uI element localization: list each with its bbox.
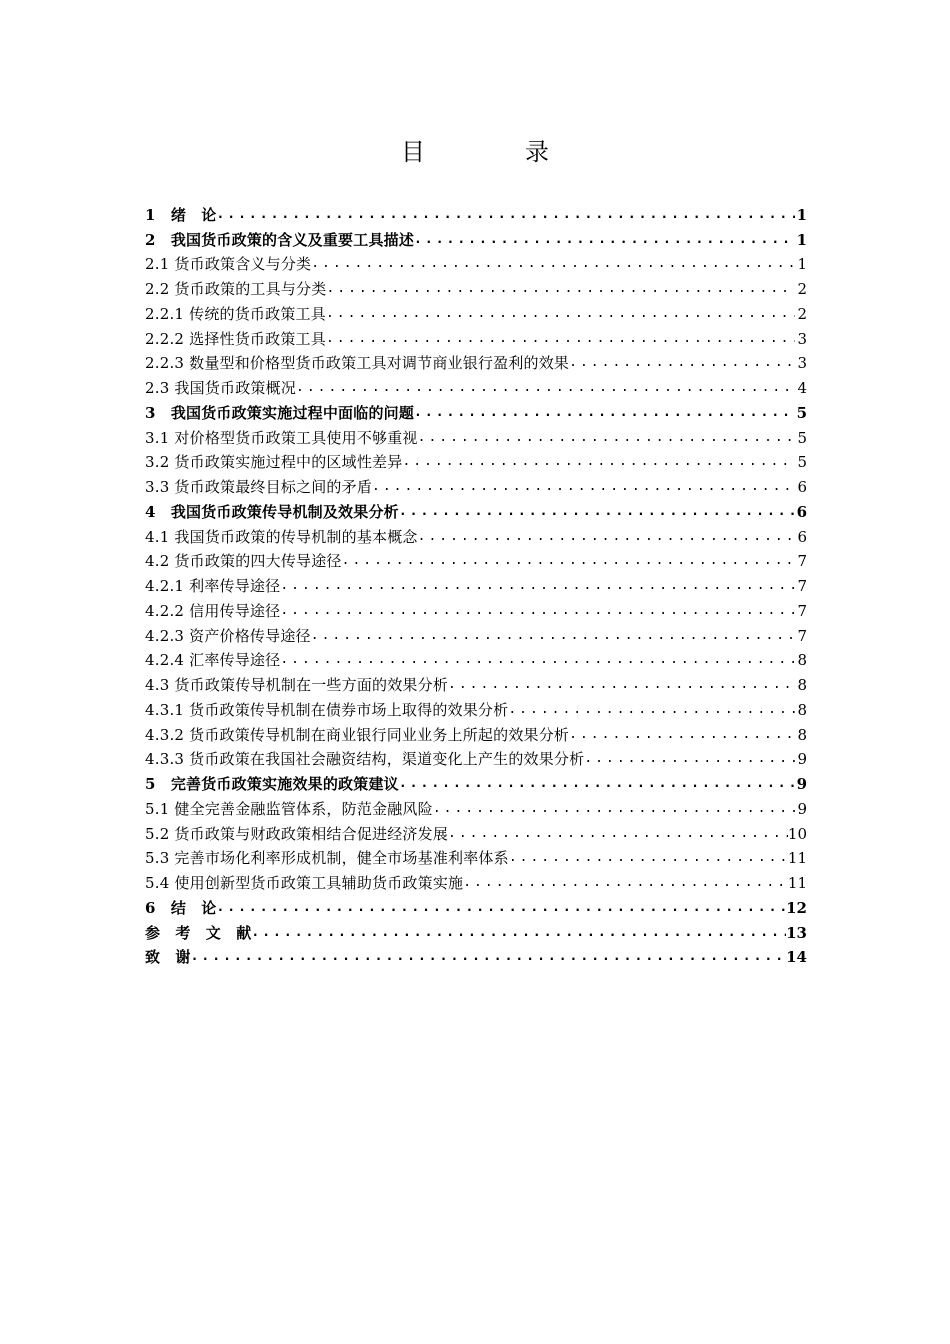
toc-entry-label: 4.3.3 货币政策在我国社会融资结构，渠道变化上产生的效果分析 <box>145 750 585 769</box>
toc-entry[interactable] <box>145 324 807 349</box>
toc-dot-leader <box>402 452 795 472</box>
toc-dot-leader <box>326 304 795 324</box>
toc-entry[interactable] <box>145 868 807 893</box>
toc-entry[interactable] <box>145 547 807 572</box>
toc-entry-page-number: 11 <box>787 874 807 892</box>
toc-entry-page-number: 9 <box>796 775 807 793</box>
toc-entry-label: 致 谢 <box>145 948 191 967</box>
toc-entry-label: 6 结 论 <box>145 898 217 917</box>
toc-entry-page-number: 6 <box>797 478 807 496</box>
toc-entry-label: 4.3.2 货币政策传导机制在商业银行同业业务上所起的效果分析 <box>145 725 570 744</box>
toc-entry-page-number: 2 <box>797 304 807 323</box>
toc-entry-page-number: 11 <box>787 849 807 868</box>
toc-entry[interactable] <box>145 225 807 250</box>
toc-entry-page-number: 4 <box>797 379 807 397</box>
toc-dot-leader <box>311 626 795 646</box>
toc-entry[interactable] <box>145 299 807 324</box>
toc-dot-leader <box>280 650 795 670</box>
toc-entry-page-number: 1 <box>796 230 807 249</box>
toc-entry[interactable] <box>145 893 807 918</box>
toc-entry[interactable] <box>145 522 807 547</box>
toc-entry[interactable] <box>145 844 807 869</box>
toc-dot-leader <box>414 230 795 250</box>
toc-dot-leader <box>326 279 795 299</box>
toc-dot-leader <box>280 576 795 596</box>
toc-entry-page-number: 7 <box>797 552 807 571</box>
toc-dot-leader <box>399 774 795 794</box>
toc-entry-label: 3.1 对价格型货币政策工具使用不够重视 <box>145 428 418 447</box>
toc-entry-page-number: 12 <box>786 898 807 917</box>
toc-entry-page-number: 1 <box>796 205 807 224</box>
toc-entry-page-number: 1 <box>797 255 807 274</box>
toc-dot-leader <box>372 477 795 497</box>
toc-entry-label: 4 我国货币政策传导机制及效果分析 <box>145 502 399 521</box>
toc-entry[interactable] <box>145 200 807 225</box>
toc-entry[interactable] <box>145 819 807 844</box>
toc-entry[interactable] <box>145 250 807 275</box>
toc-entry-label: 2.2.3 数量型和价格型货币政策工具对调节商业银行盈利的效果 <box>145 354 570 373</box>
toc-entry-page-number: 6 <box>797 527 807 546</box>
toc-entry-page-number: 8 <box>797 725 807 744</box>
toc-dot-leader <box>418 527 795 547</box>
toc-entry-page-number: 8 <box>797 676 807 694</box>
toc-entry-page-number: 7 <box>797 626 807 645</box>
toc-entry-label: 1 绪 论 <box>145 205 217 224</box>
toc-entry-label: 4.2 货币政策的四大传导途径 <box>145 552 342 571</box>
page-title: 目 录 <box>401 138 587 166</box>
toc-entry-page-number: 7 <box>797 577 807 595</box>
toc-entry[interactable] <box>145 596 807 621</box>
toc-dot-leader <box>216 898 786 918</box>
toc-dot-leader <box>342 551 795 571</box>
toc-entry-page-number: 13 <box>786 923 807 942</box>
toc-entry-page-number: 5 <box>797 428 807 447</box>
toc-dot-leader <box>463 873 788 893</box>
toc-dot-leader <box>399 502 795 522</box>
toc-entry[interactable] <box>145 794 807 819</box>
toc-dot-leader <box>433 799 795 819</box>
toc-entry[interactable] <box>145 670 807 695</box>
toc-entry-label: 3.2 货币政策实施过程中的区域性差异 <box>145 453 403 472</box>
toc-dot-leader <box>326 329 795 349</box>
toc-entry-page-number: 5 <box>797 453 807 472</box>
toc-entry[interactable] <box>145 695 807 720</box>
toc-entry-label: 4.1 我国货币政策的传导机制的基本概念 <box>145 527 418 546</box>
toc-entry-label: 2.1 货币政策含义与分类 <box>145 255 312 274</box>
toc-entry-page-number: 10 <box>787 824 807 843</box>
toc-entry-label: 3 我国货币政策实施过程中面临的问题 <box>145 403 415 422</box>
toc-dot-leader <box>296 378 795 398</box>
toc-entry-page-number: 8 <box>797 651 807 670</box>
toc-entry-page-number: 14 <box>786 948 807 967</box>
toc-entry-label: 4.2.3 资产价格传导途径 <box>145 626 311 645</box>
toc-entry-label: 4.3 货币政策传导机制在一些方面的效果分析 <box>145 676 449 694</box>
toc-entry-page-number: 3 <box>797 354 807 373</box>
toc-entry[interactable] <box>145 571 807 596</box>
toc-entry-label: 2 我国货币政策的含义及重要工具描述 <box>145 230 415 249</box>
toc-dot-leader <box>311 254 795 274</box>
toc-dot-leader <box>414 403 795 423</box>
toc-dot-leader <box>448 824 788 844</box>
toc-dot-leader <box>508 700 795 720</box>
toc-entry-label: 4.2.1 利率传导途径 <box>145 577 281 595</box>
toc-entry[interactable] <box>145 274 807 299</box>
toc-dot-leader <box>569 725 795 745</box>
toc-dot-leader <box>569 353 795 373</box>
toc-entry-page-number: 9 <box>797 750 807 769</box>
toc-dot-leader <box>584 749 795 769</box>
toc-entry-label: 5 完善货币政策实施效果的政策建议 <box>145 775 399 793</box>
toc-entry[interactable] <box>145 745 807 770</box>
toc-entry-page-number: 5 <box>796 403 807 422</box>
toc-entry[interactable] <box>145 646 807 671</box>
toc-entry-page-number: 7 <box>797 601 807 620</box>
toc-entry-label: 4.2.4 汇率传导途径 <box>145 651 281 670</box>
toc-entry-page-number: 8 <box>797 700 807 719</box>
toc-entry-label: 4.2.2 信用传导途径 <box>145 601 281 620</box>
toc-dot-leader <box>216 205 795 225</box>
toc-entry-label: 2.3 我国货币政策概况 <box>145 379 297 397</box>
toc-entry-label: 2.2.2 选择性货币政策工具 <box>145 329 326 348</box>
toc-entry-label: 2.2 货币政策的工具与分类 <box>145 280 327 298</box>
toc-entry[interactable] <box>145 398 807 423</box>
toc-dot-leader <box>448 675 795 695</box>
toc-entry[interactable] <box>145 720 807 745</box>
toc-entry[interactable] <box>145 448 807 473</box>
toc-entry-label: 3.3 货币政策最终目标之间的矛盾 <box>145 478 373 496</box>
toc-entry-label: 5.4 使用创新型货币政策工具辅助货币政策实施 <box>145 874 464 892</box>
toc-entry-label: 5.3 完善市场化利率形成机制，健全市场基准利率体系 <box>145 849 509 868</box>
toc-entry-label: 5.1 健全完善金融监管体系，防范金融风险 <box>145 799 433 818</box>
toc-entry-page-number: 9 <box>797 799 807 818</box>
toc-entry[interactable] <box>145 423 807 448</box>
toc-entry-label: 参 考 文 献 <box>145 923 252 942</box>
toc-entry[interactable] <box>145 497 807 522</box>
toc-entry[interactable] <box>145 373 807 398</box>
toc-entry[interactable] <box>145 621 807 646</box>
toc-entry-page-number: 2 <box>797 280 807 298</box>
toc-dot-leader <box>191 947 787 967</box>
toc-dot-leader <box>509 848 788 868</box>
toc-entry[interactable] <box>145 918 807 943</box>
toc-dot-leader <box>418 428 795 448</box>
toc-entry-page-number: 3 <box>797 329 807 348</box>
toc-entry[interactable] <box>145 472 807 497</box>
toc-dot-leader <box>280 601 795 621</box>
toc-entry-page-number: 6 <box>796 502 807 521</box>
toc-entry-label: 5.2 货币政策与财政政策相结合促进经济发展 <box>145 824 449 843</box>
toc-dot-leader <box>251 923 786 943</box>
toc-entry[interactable] <box>145 349 807 374</box>
toc-entry[interactable] <box>145 769 807 794</box>
toc-entry-label: 4.3.1 货币政策传导机制在债券市场上取得的效果分析 <box>145 700 509 719</box>
toc-entry-label: 2.2.1 传统的货币政策工具 <box>145 304 326 323</box>
toc-entry[interactable] <box>145 943 807 968</box>
table-of-contents <box>145 200 807 967</box>
